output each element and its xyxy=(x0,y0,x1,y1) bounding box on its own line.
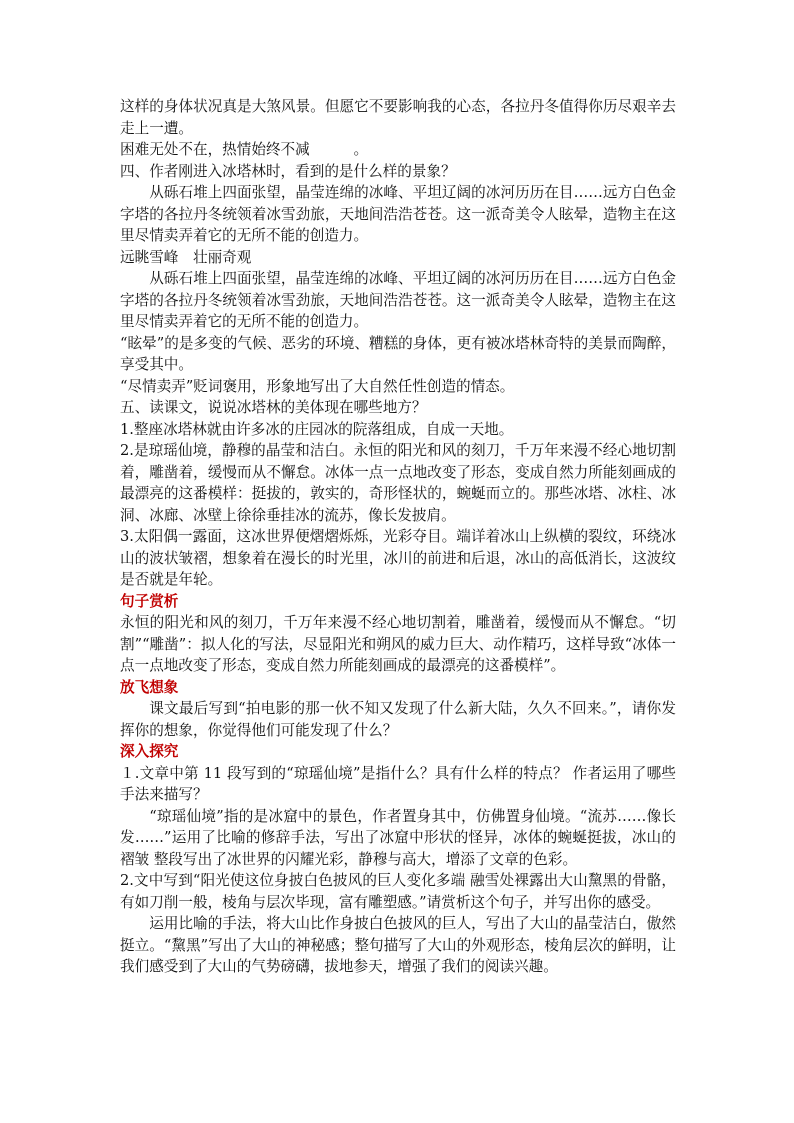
answer-paragraph: 运用比喻的手法，将大山比作身披白色披风的巨人，写出了大山的晶莹洁白，傲然挺立。“黧黑”写出了大山的神秘感；整句描写了大山的外观形态，棱角层次的鲜明，让我们感受到了大山的气势磅礴，拔地参天，增强了我们的阅读兴趣。 xyxy=(120,915,676,975)
list-item: 3.太阳偶一露面，这冰世界便熠熠烁烁，光彩夺目。端详着冰山上纵横的裂纹，环绕冰山的波状皱褶，想象着在漫长的时光里，冰川的前进和后退，冰山的高低消长，这波纹是否就是年轮。 xyxy=(120,528,676,588)
question-item: １.文章中第 11 段写到的“琼瑶仙境”是指什么？具有什么样的特点？ 作者运用了哪些手法来描写？ xyxy=(120,764,676,803)
paragraph: “尽情卖弄”贬词褒用，形象地写出了大自然任性创造的情态。 xyxy=(120,377,515,395)
paragraph: 课文最后写到“拍电影的那一伙不知又发现了什么新大陆，久久不回来。”，请你发挥你的想象，你觉得他们可能发现了什么？ xyxy=(120,700,676,739)
section-heading-exploration: 深入探究 xyxy=(120,743,179,760)
answer-paragraph: 从砾石堆上四面张望，晶莹连绵的冰峰、平坦辽阔的冰河历历在目……远方白色金字塔的各拉丹冬统领着冰雪劲旅，天地间浩浩苍苍。这一派奇美令人眩晕，造物主在这里尽情卖弄着它的无所不能的创造力。 xyxy=(120,184,676,244)
list-item: 1.整座冰塔林就由许多冰的庄园冰的院落组成，自成一天地。 xyxy=(120,420,514,438)
document-body xyxy=(120,96,676,978)
paragraph: 永恒的阳光和风的刻刀，千万年来漫不经心地切割着，雕凿着，缓慢而从不懈怠。“切割”“雕凿”：拟人化的写法，尽显阳光和朔风的威力巨大、动作精巧，这样导致“冰体一点一点地改变了形态，变成自然力所能刻画成的最漂亮的这番模样”。 xyxy=(120,614,676,674)
question-item: 2.文中写到“阳光使这位身披白色披风的巨人变化多端 融雪处裸露出大山黧黑的骨骼，有如刀削一般，棱角与层次毕现，富有雕塑感。”请赏析这个句子，并写出你的感受。 xyxy=(120,872,676,911)
answer-paragraph: “琼瑶仙境”指的是冰窟中的景色，作者置身其中，仿佛置身仙境。“流苏……像长发……”运用了比喻的修辞手法，写出了冰窟中形状的怪异，冰体的蜿蜒挺拔，冰山的褶皱 整段写出了冰世界的闪耀光彩，静穆与高大，增添了文章的色彩。 xyxy=(120,807,676,868)
section-heading-sentence-analysis: 句子赏析 xyxy=(120,592,179,610)
section-heading-imagination: 放飞想象 xyxy=(120,678,179,696)
question-heading: 四、作者刚进入冰塔林时，看到的是什么样的景象？ xyxy=(120,162,456,180)
paragraph: 这样的身体状况真是大煞风景。但愿它不要影响我的心态，各拉丹冬值得你历尽艰辛去走上一遭。 xyxy=(120,98,676,137)
question-heading: 五、读课文，说说冰塔林的美体现在哪些地方？ xyxy=(120,399,427,416)
list-item: 2.是琼瑶仙境，静穆的晶莹和洁白。永恒的阳光和风的刻刀，千万年来漫不经心地切割着，雕凿着，缓慢而从不懈怠。冰体一点一点地改变了形态，变成自然力所能刻画成的最漂亮的这番模样：挺拔的，敦实的，奇形怪状的，蜿蜒而立的。那些冰塔、冰柱、冰洞、冰廊、冰壁上徐徐垂挂冰的流苏，像长发披肩。 xyxy=(120,442,676,524)
paragraph: 困难无处不在，热情始终不减 。 xyxy=(120,141,369,158)
paragraph: “眩晕”的是多变的气候、恶劣的环境、糟糕的身体，更有被冰塔林奇特的美景而陶醉，享受其中。 xyxy=(120,334,676,373)
paragraph: 远眺雪峰 壮丽奇观 xyxy=(120,248,252,266)
answer-paragraph: 从砾石堆上四面张望，晶莹连绵的冰峰、平坦辽阔的冰河历历在目……远方白色金字塔的各拉丹冬统领着冰雪劲旅，天地间浩浩苍苍。这一派奇美令人眩晕，造物主在这里尽情卖弄着它的无所不能的创造力。 xyxy=(120,270,676,330)
